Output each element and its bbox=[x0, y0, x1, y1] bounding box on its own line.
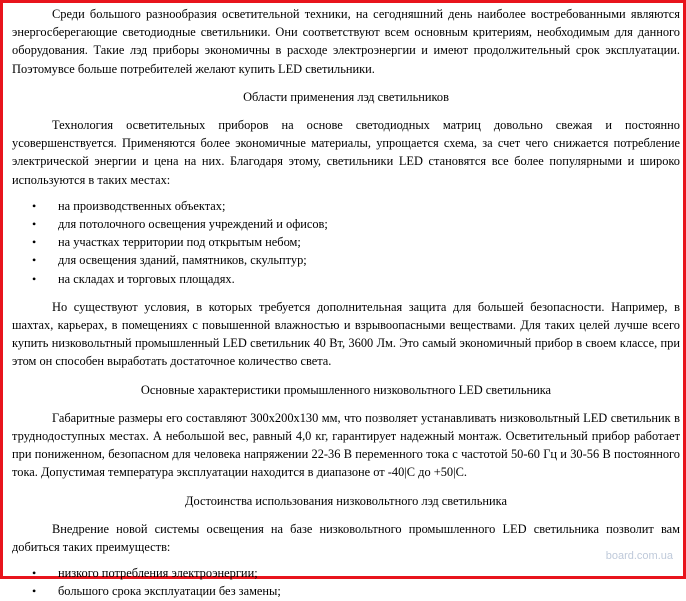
bullet-icon: • bbox=[32, 198, 37, 213]
document-body bbox=[12, 5, 680, 601]
advantages-paragraph: Внедрение новой системы освещения на базе низковольтного промышленного LED светильника позволит вам добиться таких преимуществ: bbox=[12, 521, 680, 555]
safety-paragraph: Но существуют условия, в которых требуется дополнительная защита для большей безопасности. Например, в шахтах, карьерах, в помещениях с повышенной влажностью и взрывоопасными веществами. Для таких целей лучше всего купить низковольтный промышленный LED светильник 40 Вт, 3600 Лм. Это самый экономичный прибор в своем классе, при этом он способен выработать достаточное количество света. bbox=[12, 299, 680, 369]
list-item: • большого срока эксплуатации без замены; bbox=[12, 582, 680, 600]
section-heading-characteristics: Основные характеристики промышленного низковольтного LED светильника bbox=[140, 382, 552, 397]
bullet-icon: • bbox=[32, 217, 37, 232]
bullet-icon: • bbox=[32, 566, 37, 581]
bullet-icon: • bbox=[32, 253, 37, 268]
technology-paragraph: Технология осветительных приборов на основе светодиодных матриц довольно свежая и постоянно усовершенствуется. Применяются более экономичные материалы, упрощается схема, за счет чего снижается потребление электрической энергии и цена на них. Благодаря этому, светильники LED становятся все более популярными и широко используются в таких местах: bbox=[12, 118, 680, 187]
specs-paragraph: Габаритные размеры его составляют 300x200x130 мм, что позволяет устанавливать низковольтный LED светильник в труднодоступных местах. А небольшой вес, равный 4,0 кг, гарантирует надежный монтаж. Осветительный прибор работает при пониженном, безопасном для человека напряжении 22-36 В переменного тока с частотой 50-60 Гц и 30-56 В постоянного тока. Допустимая температура эксплуатации находится в диапазоне от -40|С до +50|С. bbox=[12, 410, 680, 480]
list-item: • на складах и торговых площадях. bbox=[12, 270, 680, 288]
list-item: • на участках территории под открытым небом; bbox=[12, 233, 680, 251]
list-item: • для освещения зданий, памятников, скульптур; bbox=[12, 251, 680, 269]
section-heading-applications: Области применения лэд светильников bbox=[243, 89, 449, 104]
section-heading-advantages: Достоинства использования низковольтного лэд светильника bbox=[185, 493, 507, 508]
bullet-icon: • bbox=[32, 584, 37, 599]
list-item: • низкого потребления электроэнергии; bbox=[12, 564, 680, 582]
list-item: • для потолочного освещения учреждений и офисов; bbox=[12, 215, 680, 233]
usage-places-list bbox=[12, 197, 680, 288]
list-item: • на производственных объектах; bbox=[12, 197, 680, 215]
watermark-logo: board.com.ua bbox=[605, 550, 673, 562]
bullet-icon: • bbox=[32, 235, 37, 250]
intro-paragraph: Среди большого разнообразия осветительной техники, на сегодняшний день наиболее востребованными являются энергосберегающие светодиодные светильники. Они соответствуют всем основным критериям, необходимым для данного оборудования. Такие лэд приборы экономичны в расходе электроэнергии и имеют продолжительный срок эксплуатации. Поэтомувсе больше потребителей желают купить LED светильники. bbox=[12, 7, 680, 76]
advantages-list bbox=[12, 564, 680, 600]
bullet-icon: • bbox=[32, 271, 37, 286]
